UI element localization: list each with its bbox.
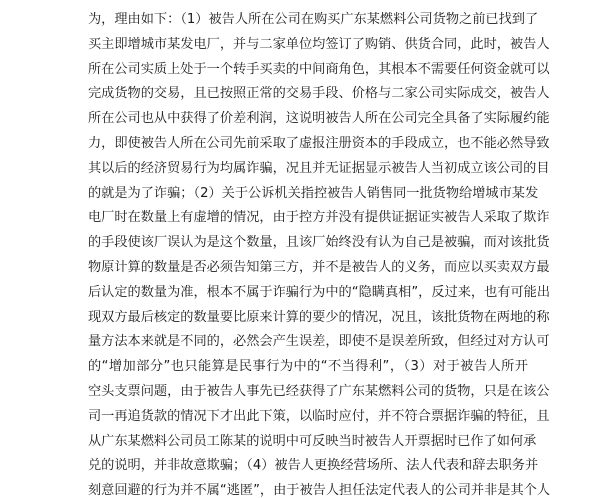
text-line-16: 空头支票问题，由于被告人事先已经获得了广东某燃料公司的货物，只是在该公 — [88, 383, 550, 399]
text-line-14: 量方法本来就是不同的，必然会产生误差，即使不是误差所致，但经过对方认可 — [88, 334, 550, 350]
text-line-13: 现双方最后核定的数量要比原来计算的要少的情况，况且，该批货物在两地的称 — [88, 309, 550, 325]
text-line-2: 买主即增城市某发电厂，并与二家单位均签订了购销、供货合同，此时，被告人 — [88, 36, 550, 52]
text-line-6: 力，即使被告人所在公司先前采取了虚报注册资本的手段成立，也不能必然导致 — [88, 135, 550, 151]
text-line-5: 所在公司也从中获得了价差利润，这说明被告人所在公司完全具备了实际履约能 — [88, 111, 550, 127]
text-line-1: 为，理由如下：（1）被告人所在公司在购买广东某燃料公司货物之前已找到了 — [88, 12, 539, 27]
text-line-3: 所在公司实质上处于一个转手买卖的中间商角色，其根本不需要任何资金就可以 — [88, 61, 550, 77]
text-line-10: 的手段使该厂误认为是这个数量，且该厂始终没有认为自己是被骗，而对该批货 — [88, 235, 550, 251]
text-line-18: 从广东某燃料公司员工陈某的说明中可反映当时被告人开票据时已作了如何承 — [88, 433, 537, 449]
text-line-7: 其以后的经济贸易行为均属诈骗，况且并无证据显示被告人当初成立该公司的目 — [88, 160, 550, 176]
text-line-11: 物原计算的数量是否必须告知第三方，并不是被告人的义务，而应以买卖双方最 — [88, 259, 550, 275]
text-line-12: 后认定的数量为准，根本不属于诈骗行为中的“隐瞒真相”，反过来，也有可能出 — [88, 284, 551, 300]
text-line-15: 的“增加部分”也只能算是民事行为中的“不当得利”，（3）对于被告人所开 — [88, 359, 528, 375]
text-line-20: 刻意回避的行为并不属“逃匿”，由于被告人担任法定代表人的公司并非是其个人 — [88, 483, 551, 498]
text-line-4: 完成货物的交易，且已按照正常的交易手段、价格与二家公司实际成交，被告人 — [88, 86, 550, 102]
text-line-17: 司一再追货款的情况下才出此下策，以临时应付，并不符合票据诈骗的特征，且 — [88, 408, 550, 424]
text-line-8: 的就是为了诈骗；（2）关于公诉机关指控被告人销售同一批货物给增城市某发 — [88, 185, 539, 201]
body-text — [88, 8, 551, 498]
text-line-9: 电厂时在数量上有虚增的情况，由于控方并没有提供证据证实被告人采取了欺诈 — [88, 210, 550, 226]
text-line-19: 兑的说明，并非故意欺骗；（4）被告人更换经营场所、法人代表和辞去职务并 — [88, 458, 539, 474]
